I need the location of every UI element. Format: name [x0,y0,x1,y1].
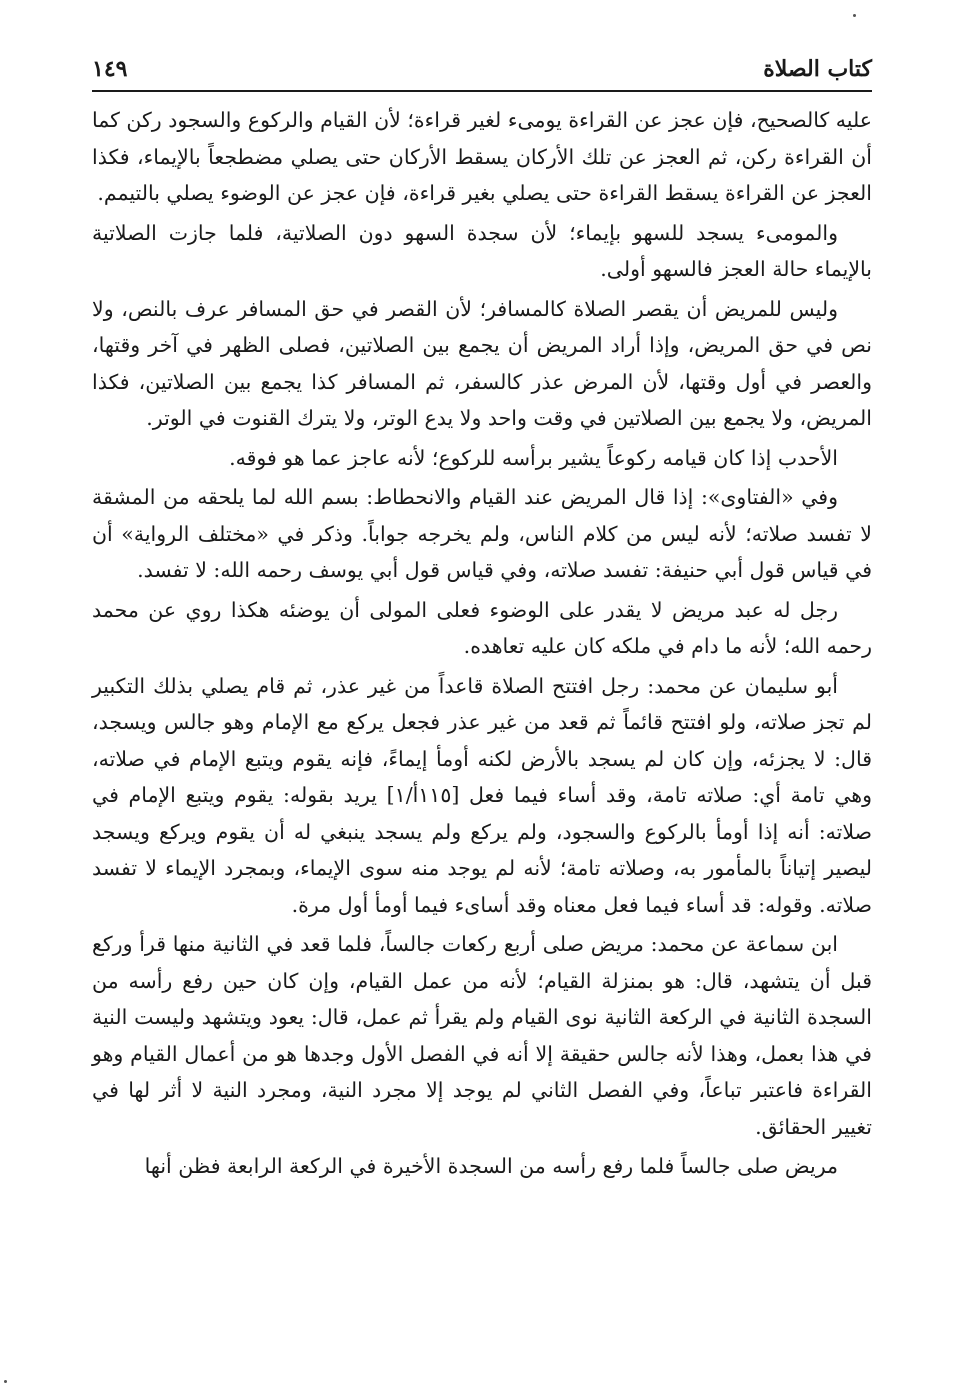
paragraph-8: ابن سماعة عن محمد: مريض صلى أربع ركعات جالساً، فلما قعد في الثانية منها قرأ وركع قبل أن يتشهد، قال: هو بمنزلة القيام؛ لأنه من عمل القيام، وإن كان حين رفع رأسه من السجدة الثانية في الركعة الثانية نوى القيام ولم يقرأ ثم عمل، قال: يعود ويتشهد وليست النية في هذا بعمل، وهذا لأنه جالس حقيقة إلا أنه في الفصل الأول وجدها هو من أعمال القيام وهو القراءة فاعتبر تباعاً، وفي الفصل الثاني لم يوجد إلا مجرد النية، ومجرد النية لا أثر لها في تغيير الحقائق. [92,932,872,1139]
book-page [92,52,872,1392]
page-number: ١٤٩ [92,56,128,82]
body-text [92,102,872,1185]
paragraph-9: مريض صلى جالساً فلما رفع رأسه من السجدة الأخيرة في الركعة الرابعة فظن أنها [144,1154,838,1178]
paragraph-6: رجل له عبد مريض لا يقدر على الوضوء فعلى المولى أن يوضئه هكذا روي عن محمد رحمه الله؛ لأنه ما دام في ملكه كان عليه تعاهده. [92,597,872,658]
paragraph-2: والمومىء يسجد للسهو بإيماء؛ لأن سجدة السهو دون الصلاتية، فلما جازت الصلاتية بالإيماء حالة العجز فالسهو أولى. [92,220,872,281]
paragraph-1: عليه كالصحيح، فإن عجز عن القراءة يومىء لغير قراءة؛ لأن القيام والركوع والسجود ركن كما أن القراءة ركن، ثم العجز عن تلك الأركان يسقط الأركان حتى يصلي مضطجعاً بالإيماء، فكذا العجز عن القراءة يسقط القراءة حتى يصلي بغير قراءة، فإن عجز عن الوضوء يصلي بالتيمم. [92,108,872,205]
scan-speck-top [853,14,856,17]
paragraph-7: أبو سليمان عن محمد: رجل افتتح الصلاة قاعداً من غير عذر، ثم قام يصلي بذلك التكبير لم تجز صلاته، ولو افتتح قائماً ثم قعد من غير عذر فجعل يركع مع الإمام وهو جالس ويسجد، قال: لا يجزئه، وإن كان لم يسجد بالأرض لكنه أومأ إيماءً، فإنه يقوم ويتبع الإمام في صلاته، وهي تامة أي: صلاته تامة، وقد أساء فيما فعل [١١٥أ/١] يريد بقوله: يقوم ويتبع الإمام في صلاته: أنه إذا أومأ بالركوع والسجود، ولم يركع ولم يسجد ينبغي له أن يقوم ويركع ويسجد ليصير إتياناً بالمأمور به، وصلاته تامة؛ لأنه لم يوجد منه سوى الإيماء، وبمجرد الإيماء لا تفسد صلاته. وقوله: قد أساء فيما فعل معناه وقد أساىء فيما أومأ أول مرة. [92,673,873,917]
paragraph-3: وليس للمريض أن يقصر الصلاة كالمسافر؛ لأن القصر في حق المسافر عرف بالنص، ولا نص في حق المريض، وإذا أراد المريض أن يجمع بين الصلاتين، فصلى الظهر في آخر وقتها، والعصر في أول وقتها، لأن المرض عذر كالسفر، ثم المسافر كذا يجمع بين الصلاتين، فكذا المريض، ولا يجمع بين الصلاتين في وقت واحد ولا يدع الوتر، ولا يترك القنوت في الوتر. [92,296,872,430]
paragraph-4: الأحدب إذا كان قيامه ركوعاً يشير برأسه للركوع؛ لأنه عاجز عما هو فوقه. [229,445,838,470]
paragraph-5: وفي «الفتاوى»: إذا قال المريض عند القيام والانحطاط: بسم الله لما يلحقه من المشقة لا تفسد صلاته؛ لأنه ليس من كلام الناس، ولم يخرجه جواباً. وذكر في «مختلف الرواية» أن في قياس قول أبي حنيفة: تفسد صلاته، وفي قياس قول أبي يوسف رحمه الله: لا تفسد. [92,485,872,582]
scan-speck-left [4,1380,7,1383]
running-head: كتاب الصلاة [763,56,872,82]
page-header [92,52,872,92]
